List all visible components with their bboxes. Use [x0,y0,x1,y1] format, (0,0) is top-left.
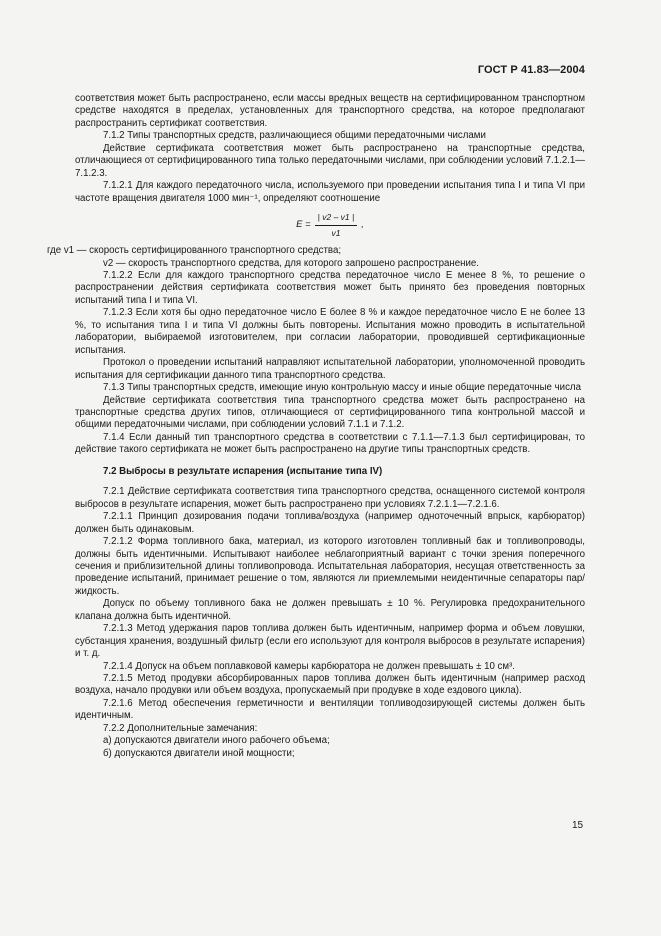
formula-tail: , [361,218,364,230]
paragraph: 7.2.1.3 Метод удержания паров топлива должен быть идентичным, например форма и объем ловушки, субстанция хранения, воздушный фильтр (если его используют для контроля выбросов в результате испарения) и т. д. [75,623,585,660]
body-text [47,93,585,760]
list-item: б) допускаются двигатели иной мощности; [103,747,295,759]
paragraph: 7.2.1.4 Допуск на объем поплавковой камеры карбюратора не должен превышать ± 10 см³. [103,660,515,672]
paragraph: соответствия может быть распространено, если массы вредных веществ на сертифицированном транспортном средстве находятся в пределах, установленных для транспортного средства, на которое предполагают распространить сертификат соответствия. [75,93,585,129]
paragraph: 7.1.2.1 Для каждого передаточного числа, используемого при проведении испытания типа I и типа VI при частоте вращения двигателя 1000 мин⁻¹, определяют соотношение [75,180,585,204]
paragraph: 7.2.1.1 Принцип дозирования подачи топлива/воздуха (например одноточечный впрыск, карбюратор) должен быть одинаковым. [75,511,585,535]
standard-header: ГОСТ Р 41.83—2004 [477,64,585,76]
paragraph: 7.2.1.2 Форма топливного бака, материал, из которого изготовлен топливный бак и топливопроводы, должны быть идентичными. Испытывают наиболее неблагоприятный вариант с точки зрения поперечного сечения и приблизительной длины топливопровода. Испытательная лаборатория, несущая ответственность за проведение испытаний, принимает решение о том, являются ли приемлемыми неидентичные сепараторы пар/ жидкость. [75,536,585,597]
paragraph: 7.1.2.3 Если хотя бы одно передаточное число E более 8 % и каждое передаточное число E не более 13 %, то испытания типа I и типа VI должны быть повторены. Испытания можно проводить в испытательной лаборатории, выбираемой изготовителем, при согласии лаборатории, проводившей сертификационные испытания. [75,307,585,356]
paragraph: 7.1.2.2 Если для каждого транспортного средства передаточное число E менее 8 %, то решение о распространении действия сертификата соответствия может быть принято без проведения повторных испытаний типа I и типа VI. [75,269,585,306]
paragraph: 7.1.3 Типы транспортных средств, имеющие иную контрольную массу и иные общие передаточные числа [103,382,581,394]
paragraph: 7.1.4 Если данный тип транспортного средства в соответствии с 7.1.1—7.1.3 был сертифицирован, то действие такого сертификата не может быть распространено на другие типы транспортных средств. [75,431,585,456]
ratio-formula [75,205,585,245]
paragraph: 7.2.1 Действие сертификата соответствия типа транспортного средства, оснащенного системой контроля выбросов в результате испарения, может быть распространено при условиях 7.2.1.1—7.2.1.6. [75,486,585,510]
paragraph: где v1 — скорость сертифицированного транспортного средства; [47,245,342,257]
formula-lhs: E = [296,218,311,230]
section-heading: 7.2 Выбросы в результате испарения (испытание типа IV) [103,465,383,477]
paragraph: Допуск по объему топливного бака не должен превышать ± 10 %. Регулировка предохранительного клапана должна быть идентичной. [75,598,585,622]
list-item: а) допускаются двигатели иного рабочего объема; [103,735,330,747]
paragraph: Действие сертификата соответствия типа транспортного средства может быть распространено на транспортные средства других типов, отличающиеся от сертифицированного типа контрольной массой и общими передаточными числами, при соблюдении условий 7.1.1 и 7.1.2. [75,394,585,431]
formula-numerator: | v2 – v1 | [315,211,358,225]
paragraph: 7.2.1.6 Метод обеспечения герметичности и вентиляции топливодозирующей системы должен быть идентичным. [75,697,585,722]
formula-fraction [315,211,358,239]
page-number: 15 [572,820,584,831]
formula-denominator: v1 [331,227,341,238]
paragraph: Действие сертификата соответствия может быть распространено на транспортные средства, отличающиеся от сертифицированного типа только передаточными числами, при соблюдении условий 7.1.2.1—7.1.2.3. [75,142,585,179]
paragraph: 7.2.2 Дополнительные замечания: [103,722,258,734]
paragraph: Протокол о проведении испытаний направляют испытательной лаборатории, уполномоченной проводить испытания для сертификации данного типа транспортного средства. [75,357,585,381]
paragraph: v2 — скорость транспортного средства, для которого запрошено распространение. [103,257,479,269]
paragraph: 7.2.1.5 Метод продувки абсорбированных паров топлива должен быть идентичным (например расход воздуха, начало продувки или объем воздуха, пропускаемый при продувке в ходе ездового цикла). [75,673,585,697]
paragraph: 7.1.2 Типы транспортных средств, различающиеся общими передаточными числами [103,130,486,142]
